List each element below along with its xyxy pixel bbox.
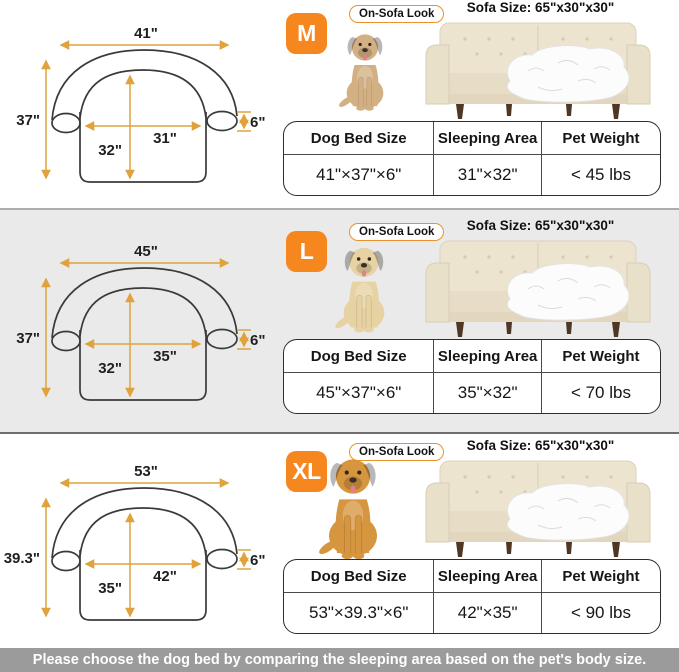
dim-outer-height: 39.3"	[3, 550, 40, 567]
size-badge: M	[286, 13, 327, 54]
col-header-sleeping-area: Sleeping Area	[434, 560, 542, 593]
spec-table	[283, 121, 661, 196]
section-size-m	[0, 0, 679, 208]
sofa-size-label: Sofa Size: 65"x30"x30"	[466, 218, 615, 233]
value-sleeping-area: 42"×35"	[434, 593, 542, 633]
col-header-dog-bed-size: Dog Bed Size	[284, 560, 434, 593]
dog-image-labrador	[333, 242, 395, 337]
dog-image-pug	[337, 29, 393, 115]
col-header-dog-bed-size: Dog Bed Size	[284, 340, 434, 373]
dim-outer-width: 41"	[134, 25, 158, 42]
value-sleeping-area: 35"×32"	[434, 373, 542, 413]
dim-outer-width: 45"	[134, 243, 158, 260]
sofa-image	[417, 15, 659, 121]
sofa-size-label: Sofa Size: 65"x30"x30"	[466, 0, 615, 15]
col-header-pet-weight: Pet Weight	[542, 560, 660, 593]
value-dog-bed-size: 53"×39.3"×6"	[284, 593, 434, 633]
dim-outer-width: 53"	[134, 463, 158, 480]
size-badge: XL	[286, 451, 327, 492]
col-header-dog-bed-size: Dog Bed Size	[284, 122, 434, 155]
dog-image-golden-retriever	[315, 456, 391, 561]
col-header-pet-weight: Pet Weight	[542, 340, 660, 373]
dim-outer-height: 37"	[16, 330, 40, 347]
spec-table	[283, 559, 661, 634]
dim-inner-height: 32"	[98, 142, 122, 159]
bed-dimension-diagram	[0, 8, 280, 198]
value-dog-bed-size: 45"×37"×6"	[284, 373, 434, 413]
on-sofa-look-label: On-Sofa Look	[349, 443, 444, 461]
on-sofa-look-label: On-Sofa Look	[349, 223, 444, 241]
dim-inner-height: 35"	[98, 580, 122, 597]
col-header-pet-weight: Pet Weight	[542, 122, 660, 155]
section-size-xl	[0, 434, 679, 648]
col-header-sleeping-area: Sleeping Area	[434, 122, 542, 155]
sofa-size-label: Sofa Size: 65"x30"x30"	[466, 438, 615, 453]
value-pet-weight: < 90 lbs	[570, 603, 631, 622]
dim-bolster-height: 6"	[250, 114, 266, 131]
dim-inner-height: 32"	[98, 360, 122, 377]
dim-outer-height: 37"	[16, 112, 40, 129]
on-sofa-look-label: On-Sofa Look	[349, 5, 444, 23]
section-size-l	[0, 210, 679, 432]
footer-note: Please choose the dog bed by comparing the sleeping area based on the pet's body size.	[0, 648, 679, 672]
dim-inner-width: 35"	[153, 348, 177, 365]
value-sleeping-area: 31"×32"	[434, 155, 542, 195]
value-dog-bed-size: 41"×37"×6"	[284, 155, 434, 195]
dim-bolster-height: 6"	[250, 332, 266, 349]
dim-inner-width: 42"	[153, 568, 177, 585]
value-pet-weight: < 45 lbs	[570, 165, 631, 184]
spec-table	[283, 339, 661, 414]
bed-dimension-diagram	[0, 226, 280, 416]
bed-dimension-diagram	[0, 446, 280, 636]
sofa-image	[417, 233, 659, 339]
dim-inner-width: 31"	[153, 130, 177, 147]
dim-bolster-height: 6"	[250, 552, 266, 569]
size-badge: L	[286, 231, 327, 272]
sofa-image	[417, 453, 659, 559]
col-header-sleeping-area: Sleeping Area	[434, 340, 542, 373]
value-pet-weight: < 70 lbs	[570, 383, 631, 402]
